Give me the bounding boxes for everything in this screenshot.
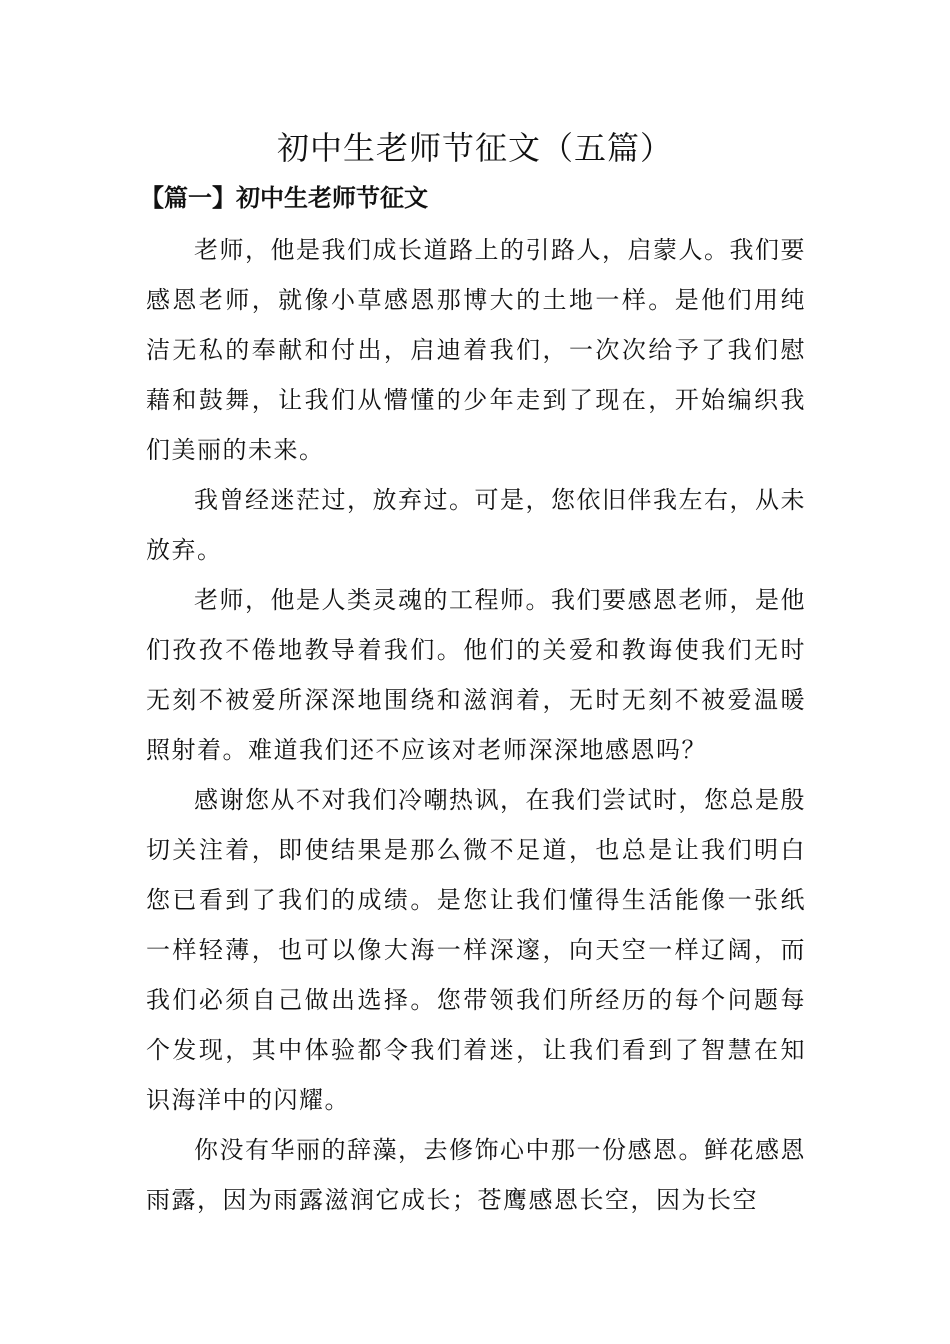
document-title: 初中生老师节征文（五篇） bbox=[276, 129, 673, 167]
paragraph: 你没有华丽的辞藻，去修饰心中那一份感恩。鲜花感恩雨露，因为雨露滋润它成长；苍鹰感恩长空，因为长空 bbox=[146, 1136, 806, 1214]
document-body bbox=[146, 225, 806, 1225]
paragraph: 感谢您从不对我们冷嘲热讽，在我们尝试时，您总是殷切关注着，即使结果是那么微不足道，也总是让我们明白您已看到了我们的成绩。是您让我们懂得生活能像一张纸一样轻薄，也可以像大海一样深邃，向天空一样辽阔，而我们必须自己做出选择。您带领我们所经历的每个问题每个发现，其中体验都令我们着迷，让我们看到了智慧在知识海洋中的闪耀。 bbox=[146, 786, 806, 1114]
paragraph: 老师，他是我们成长道路上的引路人，启蒙人。我们要感恩老师，就像小草感恩那博大的土地一样。是他们用纯洁无私的奉献和付出，启迪着我们，一次次给予了我们慰藉和鼓舞，让我们从懵懂的少年走到了现在，开始编织我们美丽的未来。 bbox=[146, 236, 806, 464]
paragraph: 我曾经迷茫过，放弃过。可是，您依旧伴我左右，从未放弃。 bbox=[146, 486, 806, 564]
section-heading: 【篇一】初中生老师节征文 bbox=[140, 183, 428, 212]
paragraph: 老师，他是人类灵魂的工程师。我们要感恩老师，是他们孜孜不倦地教导着我们。他们的关爱和教诲使我们无时无刻不被爱所深深地围绕和滋润着，无时无刻不被爱温暖照射着。难道我们还不应该对老师深深地感恩吗？ bbox=[146, 586, 806, 764]
